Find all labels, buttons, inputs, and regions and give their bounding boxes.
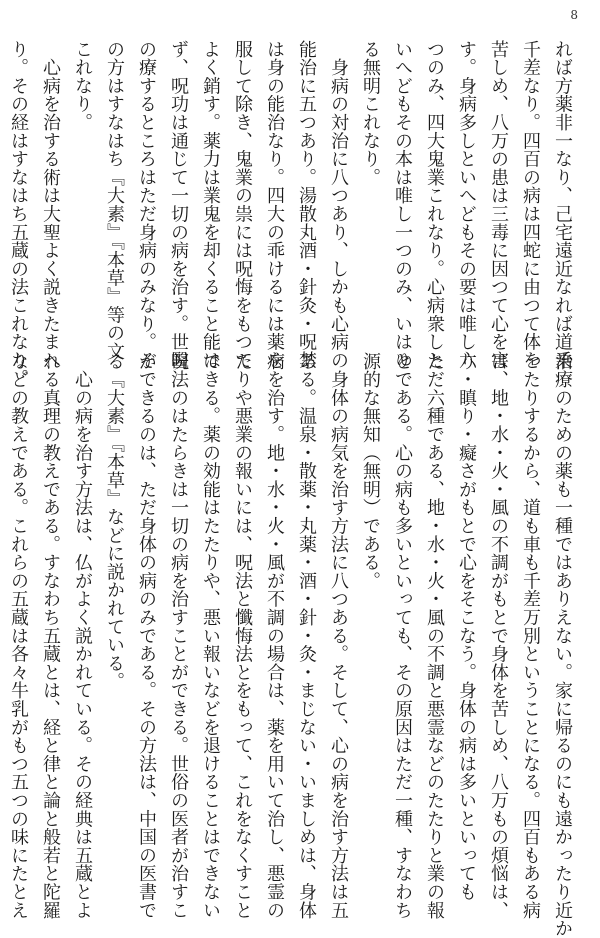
- classical-line: れば方薬非一なり、己宅遠近なれば道乗: [552, 40, 573, 370]
- classical-line: の療するところはただ身病のみなり。そ: [136, 40, 157, 370]
- classical-line: 苦しめ、八万の患は三毒に因つて心を害: [488, 40, 509, 370]
- translation-line: 源的な無知（無明）である。: [360, 352, 381, 590]
- page-number: 8: [570, 8, 578, 22]
- classical-line: 千差なり。四百の病は四蛇に由つて体を: [520, 40, 541, 370]
- translation-line: 治療のための薬も一種ではありえない。家に帰るのにも遠かったり近か: [552, 352, 573, 938]
- classical-line: つのみ、四大鬼業これなり。心病衆しと: [424, 40, 445, 370]
- classical-line: いへどもその本は唯し一つのみ、いはゆ: [392, 40, 413, 370]
- translation-line: ある。温泉・散薬・丸薬・酒・針・灸・まじない・いましめは、身体: [296, 352, 317, 920]
- classical-line: り。その経はすなはち五蔵の法これなり。: [8, 40, 29, 388]
- classical-line: これなり。: [72, 40, 93, 132]
- translation-line: たりや悪業の報いには、呪法と懺悔法とをもって、これをなくすこと: [232, 352, 253, 920]
- translation-line: れる真理の教えである。すなわち五蔵とは、経と律と論と般若と陀羅: [40, 352, 61, 920]
- translation-line: る『大素』『本草』などに説かれている。: [104, 352, 125, 691]
- translation-line: できる。薬の効能はたたりや、悪い報いなどを退けることはできない: [200, 352, 221, 920]
- classical-line: る無明これなり。: [360, 40, 381, 187]
- translation-line: ったりするから、道も車も千差万別ということになる。四百もある病: [520, 352, 541, 920]
- classical-line: 心病を治する術は大聖よく説きたまへ: [40, 40, 61, 370]
- translation-line: 呪法のはたらきは一切の病を治すことができる。世俗の医者が治すこ: [168, 352, 189, 920]
- modern-translation-block: [8, 352, 578, 938]
- translation-line: とである。心の病も多いといっても、その原因はただ一種、すなわち: [392, 352, 413, 920]
- translation-line: 心の病を治す方法は、仏がよく説かれている。その経典は五蔵とよ: [72, 352, 93, 920]
- classical-line: 能治に五つあり。湯散丸酒・針灸・呪禁: [296, 40, 317, 370]
- classical-line: す。身病多しといへどもその要は唯し六: [456, 40, 477, 370]
- translation-line: 身体の病気を治す方法に八つある。そして、心の病を治す方法は五: [328, 352, 349, 920]
- translation-line: り・瞋り・癡さがもとで心をそこなう。身体の病は多いといっても: [456, 352, 477, 901]
- classical-line: の方はすなはち『大素』『本草』等の文: [104, 40, 125, 361]
- classical-text-block: [8, 40, 578, 388]
- translation-line: ができるのは、ただ身体の病のみである。その方法は、中国の医書で: [136, 352, 157, 920]
- classical-line: は身の能治なり。四大の乖けるには薬を: [264, 40, 285, 370]
- classical-line: 身病の対治に八つあり、しかも心病の: [328, 40, 349, 370]
- translation-line: は、地・水・火・風の不調がもとで身体を苦しめ、八万もの煩悩は、: [488, 352, 509, 920]
- translation-line: などの教えである。これらの五蔵は各々牛乳がもつ五つの味にたとえ: [8, 352, 29, 920]
- classical-line: 服して除き、鬼業の祟には呪悔をもつて: [232, 40, 253, 370]
- classical-line: よく銷す。薬力は業鬼を却くること能は: [200, 40, 221, 370]
- translation-line: 病を治す。地・水・火・風が不調の場合は、薬を用いて治し、悪霊の: [264, 352, 285, 920]
- classical-line: ず、呪功は通じて一切の病を治す。世醫: [168, 40, 189, 370]
- translation-line: ただ六種である、地・水・火・風の不調と悪霊などのたたりと業の報: [424, 352, 445, 920]
